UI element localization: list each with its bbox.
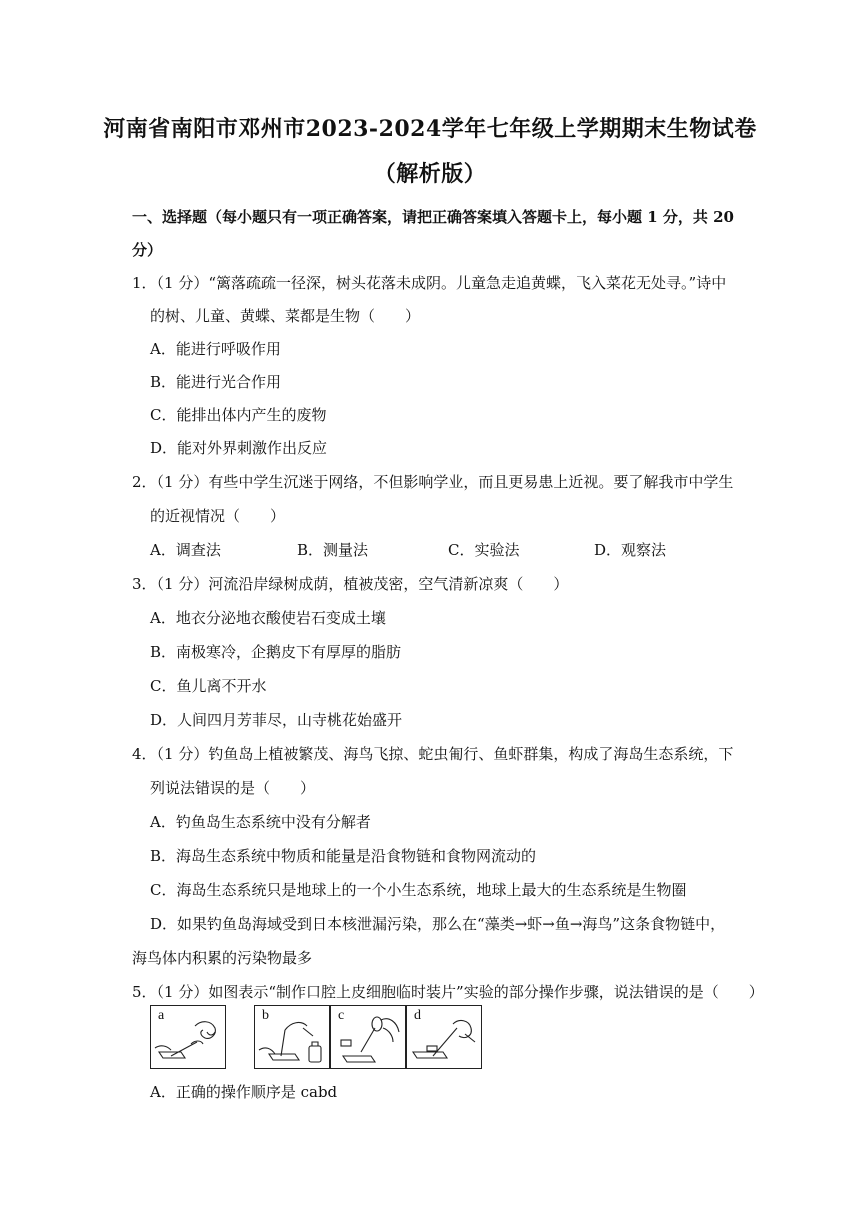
figure-label-b: b — [262, 1008, 269, 1023]
question-2-stem-cont: 的近视情况（ ） — [150, 507, 286, 525]
question-3-option-c: C．鱼儿离不开水 — [150, 677, 267, 695]
figure-panel-c — [330, 1005, 406, 1069]
question-2-option-a: A．调查法 — [150, 541, 221, 559]
figure-panel-b — [254, 1005, 330, 1069]
question-4-stem: 4．（1 分）钓鱼岛上植被繁茂、海鸟飞掠、蛇虫匍行、鱼虾群集，构成了海岛生态系统，下 — [132, 745, 734, 763]
question-4-option-c: C．海岛生态系统只是地球上的一个小生态系统，地球上最大的生态系统是生物圈 — [150, 881, 687, 899]
question-5-stem: 5．（1 分）如图表示“制作口腔上皮细胞临时装片”实验的部分操作步骤，说法错误的是（ ） — [132, 983, 764, 1001]
figure-label-d: d — [414, 1008, 421, 1023]
question-3-option-d: D．人间四月芳菲尽，山寺桃花始盛开 — [150, 711, 403, 729]
question-4-stem-cont: 列说法错误的是（ ） — [150, 779, 316, 797]
question-1-stem: 1．（1 分）“篱落疏疏一径深，树头花落未成阴。儿童急走追黄蝶，飞入菜花无处寻。”诗中 — [132, 274, 727, 292]
figure-label-c: c — [338, 1008, 345, 1023]
question-4-option-d: D．如果钓鱼岛海域受到日本核泄漏污染，那么在“藻类→虾→鱼→海鸟”这条食物链中， — [150, 915, 726, 933]
question-1-option-b: B．能进行光合作用 — [150, 373, 282, 391]
exam-title: 河南省南阳市邓州市2023-2024学年七年级上学期期末生物试卷 — [103, 116, 757, 142]
question-5-option-a: A．正确的操作顺序是 cabd — [150, 1083, 338, 1101]
question-3-option-b: B．南极寒冷，企鹅皮下有厚厚的脂肪 — [150, 643, 402, 661]
question-4-option-a: A．钓鱼岛生态系统中没有分解者 — [150, 813, 371, 831]
figure-panel-a — [150, 1005, 226, 1069]
question-2-option-d: D．观察法 — [594, 541, 667, 559]
question-1-option-a: A．能进行呼吸作用 — [150, 340, 281, 358]
question-2-option-b: B．测量法 — [297, 541, 369, 559]
question-1-stem-cont: 的树、儿童、黄蝶、菜都是生物（ ） — [150, 307, 421, 325]
exam-subtitle: （解析版） — [373, 161, 487, 187]
question-1-option-d: D．能对外界刺激作出反应 — [150, 439, 328, 457]
question-4-option-b: B．海岛生态系统中物质和能量是沿食物链和食物网流动的 — [150, 847, 537, 865]
section-header: 一、选择题（每小题只有一项正确答案，请把正确答案填入答题卡上，每小题 1 分，共 20 — [132, 208, 734, 226]
question-2-option-c: C．实验法 — [448, 541, 520, 559]
section-header-cont: 分） — [132, 241, 163, 259]
question-2-stem: 2．（1 分）有些中学生沉迷于网络，不但影响学业，而且更易患上近视。要了解我市中学生 — [132, 473, 734, 491]
procedure-figure — [150, 1005, 500, 1071]
question-3-stem: 3．（1 分）河流沿岸绿树成荫，植被茂密，空气清新凉爽（ ） — [132, 575, 569, 593]
figure-label-a: a — [158, 1008, 165, 1023]
question-4-option-d-cont: 海鸟体内积累的污染物最多 — [132, 949, 313, 967]
figure-panel-d — [406, 1005, 482, 1069]
question-1-option-c: C．能排出体内产生的废物 — [150, 406, 327, 424]
question-3-option-a: A．地衣分泌地衣酸使岩石变成土壤 — [150, 609, 386, 627]
